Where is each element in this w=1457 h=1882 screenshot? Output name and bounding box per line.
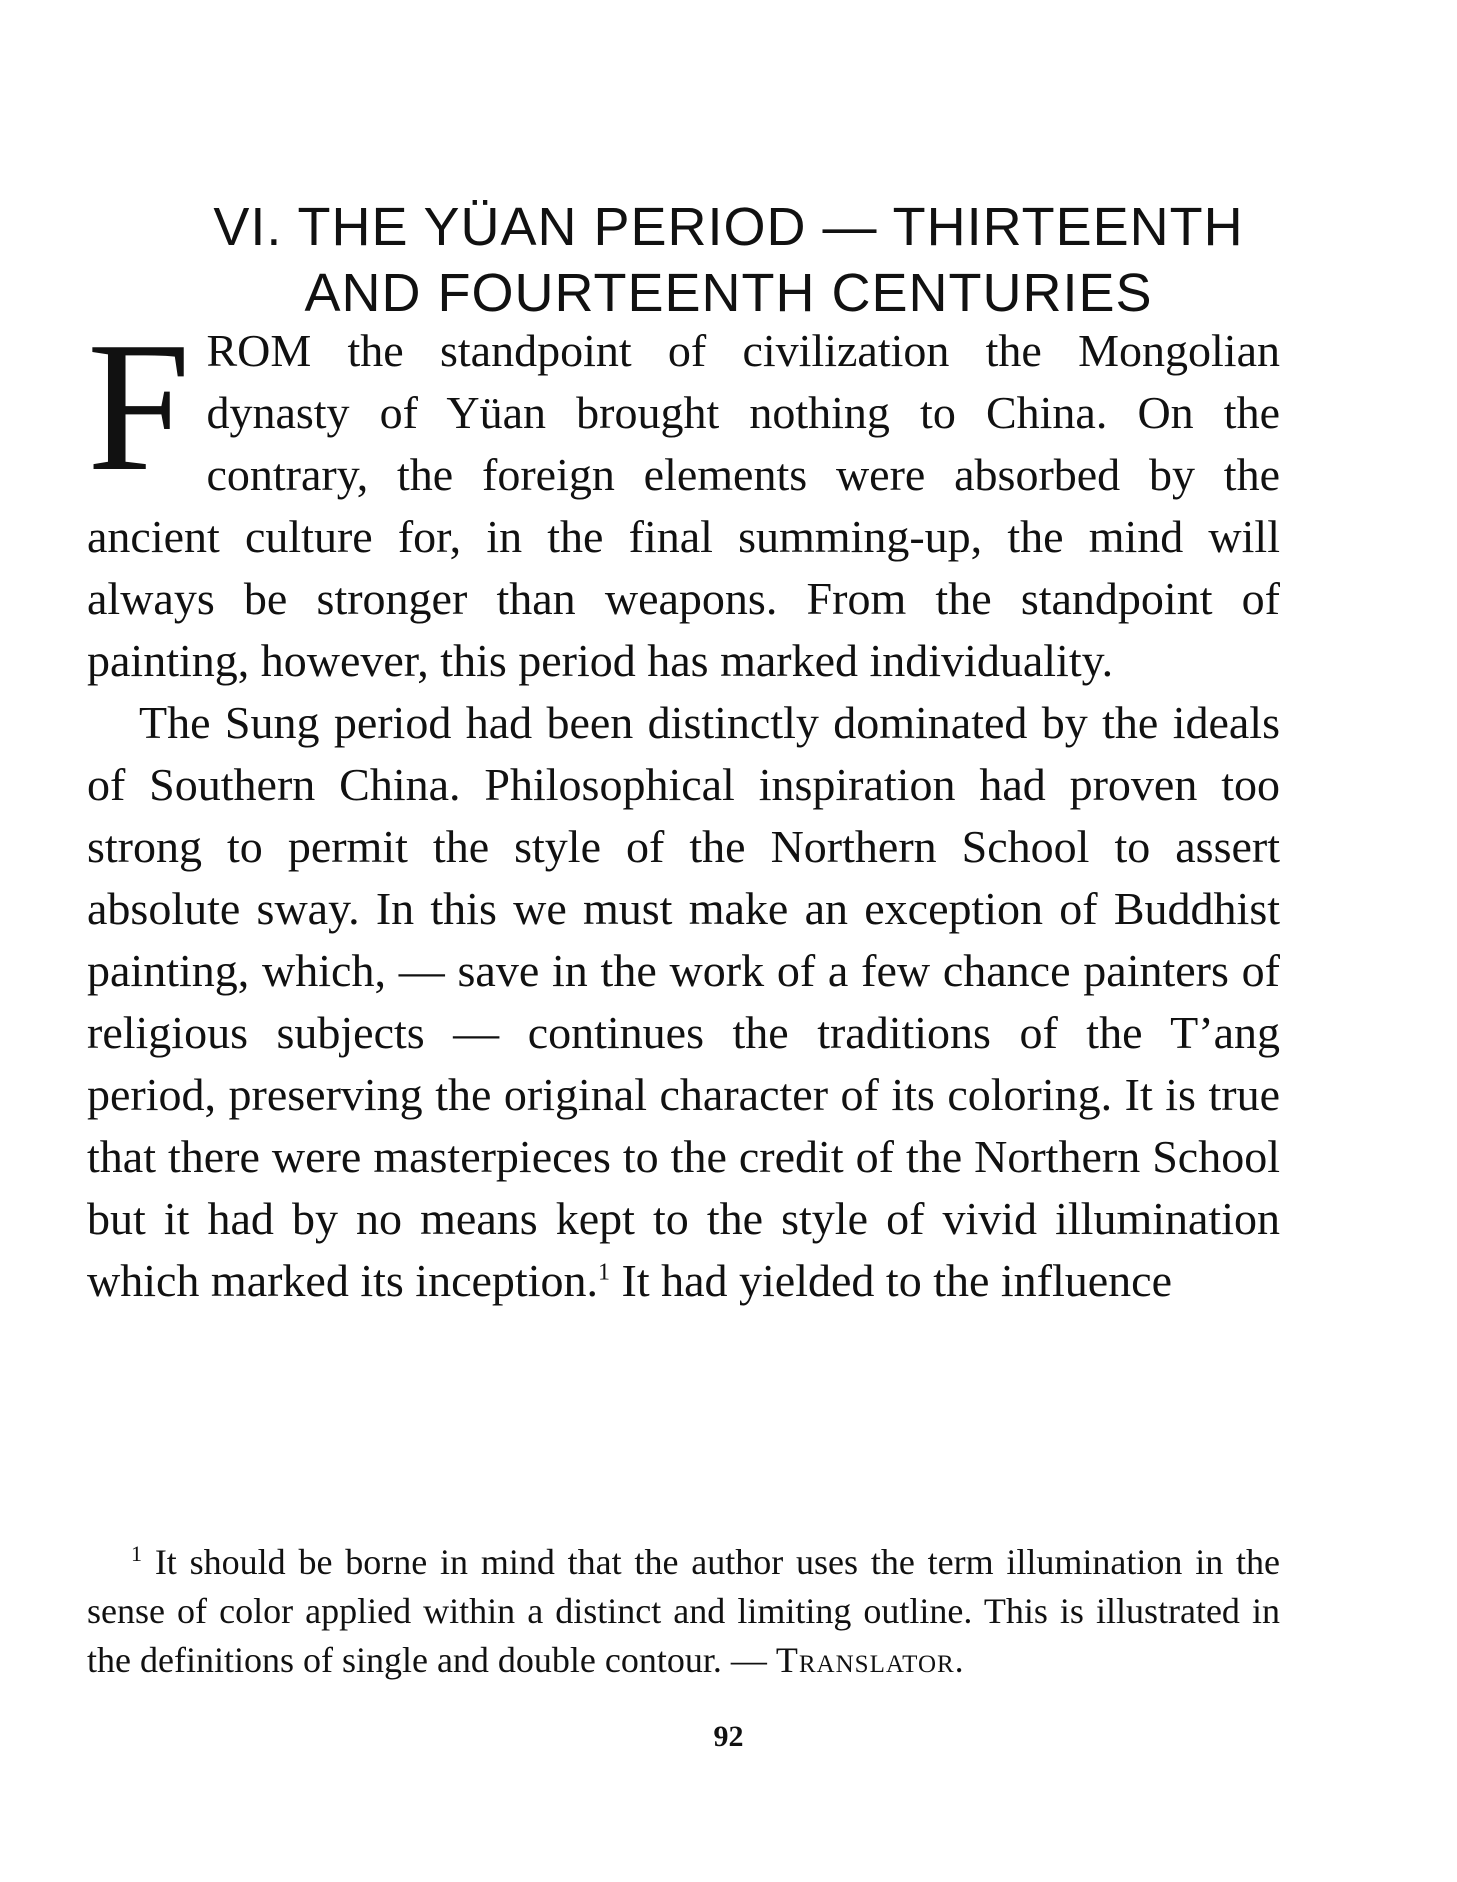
footnote-reference: 1: [598, 1259, 610, 1286]
paragraph-1: [87, 304, 1280, 692]
footnote: [87, 1538, 1280, 1685]
paragraph-2-continuation: It had yielded to the influence: [610, 1255, 1173, 1306]
paragraph-2-text: The Sung period had been distinctly dominated by the ideals of Southern China. Philosophical inspiration had proven too strong to permit the style of the Northern School to assert absolute sway. In this we must make an exception of Buddhist painting, which, — save in the work of a few chance painters of religious subjects — continues the traditions of the T’ang period, preserving the original character of its coloring. It is true that there were masterpieces to the credit of the Northern School but it had by no means kept to the style of vivid illumination which marked its inception.: [87, 697, 1280, 1306]
chapter-title: [90, 194, 1367, 326]
paragraph-2: [87, 692, 1280, 1312]
page-number: 92: [713, 1720, 744, 1753]
chapter-title-line-1: VI. THE YÜAN PERIOD — THIRTEENTH: [213, 197, 1244, 258]
chapter-body: [87, 304, 1280, 1312]
footnote-attribution: Translator.: [775, 1640, 965, 1680]
footnote-text: It should be borne in mind that the author uses the term illumination in the sense of color applied within a distinct and limiting outline. This is illustrated in the definitions of single and double contour. —: [87, 1542, 1280, 1680]
paragraph-1-text: ROM the standpoint of civilization the Mongolian dynasty of Yüan brought nothing to China. On the contrary, the foreign elements were absorbed by the ancient culture for, in the final summing-up, the mind will always be stronger than weapons. From the standpoint of painting, however, this period has marked individuality.: [87, 325, 1280, 686]
drop-cap: F: [87, 304, 191, 510]
footnote-paragraph: [87, 1538, 1280, 1685]
chapter-title-line-2: AND FOURTEENTH CENTURIES: [304, 263, 1153, 324]
footnote-marker: 1: [131, 1541, 142, 1566]
